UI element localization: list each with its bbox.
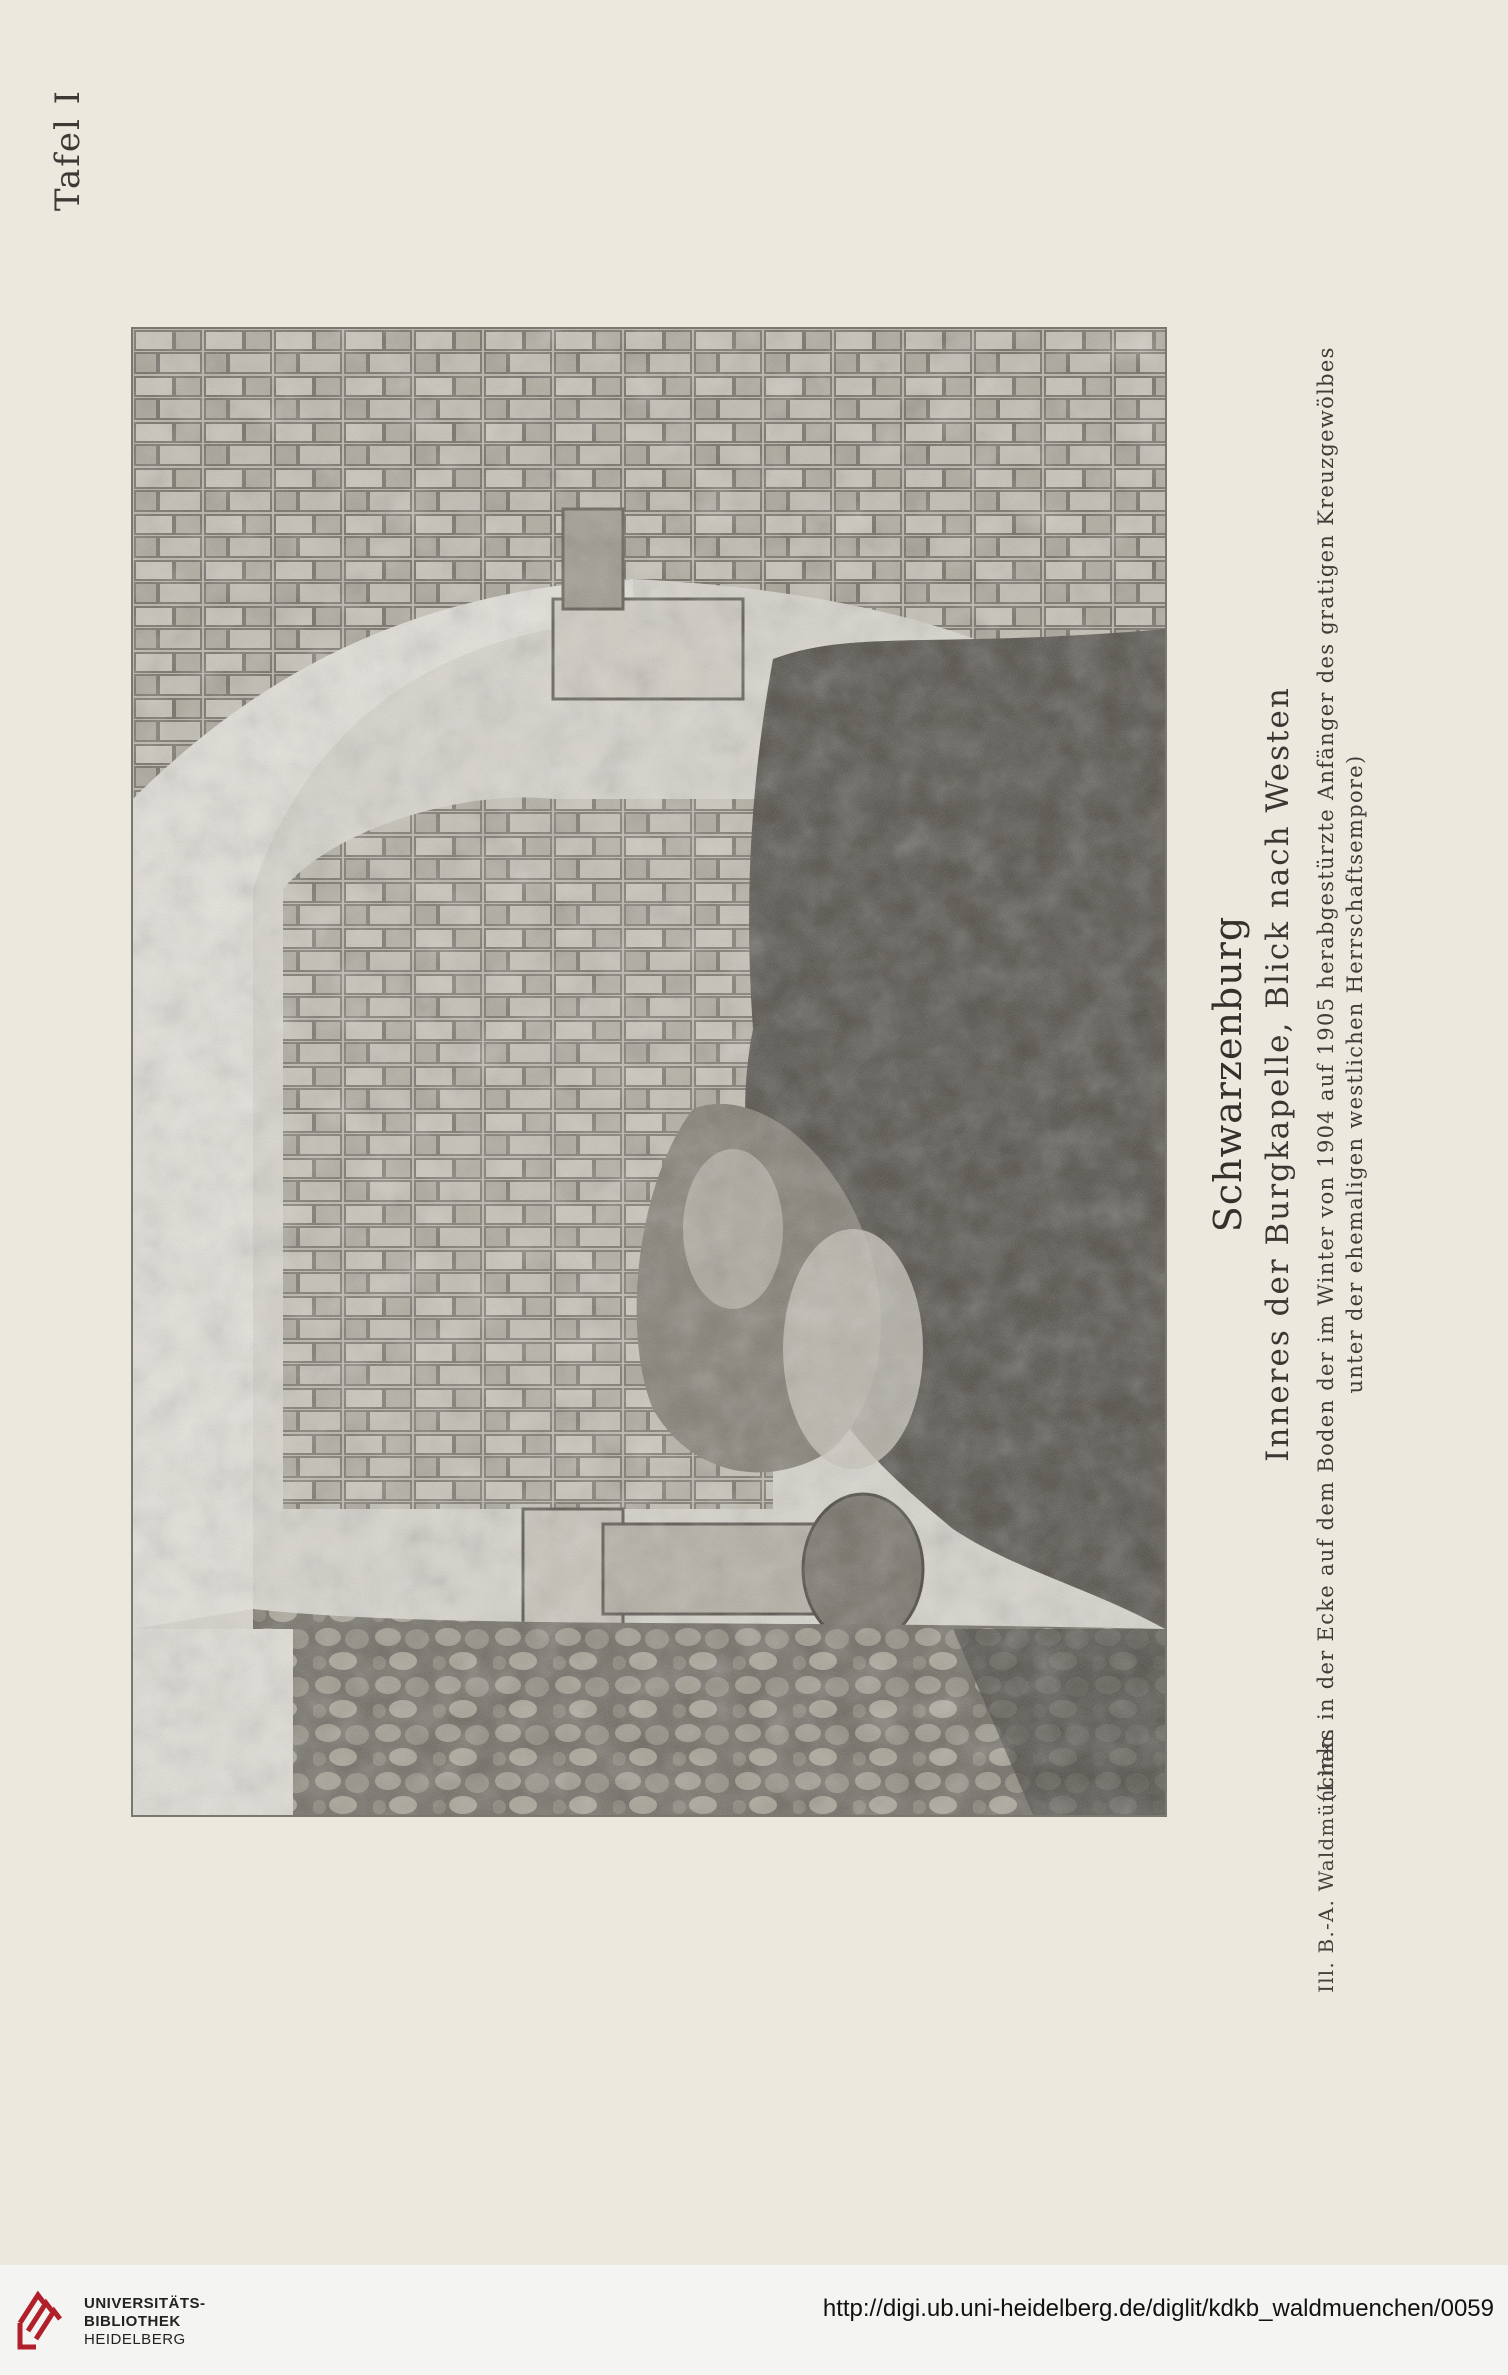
- photo-credit: Ill. B.-A. Waldmünchen.: [1314, 1727, 1338, 1993]
- library-name-line-1: UNIVERSITÄTS-: [84, 2295, 206, 2312]
- photo-illustration: [133, 329, 1165, 1815]
- permalink-url[interactable]: http://digi.ub.uni-heidelberg.de/diglit/kdkb_waldmuenchen/0059: [822, 2295, 1494, 2322]
- university-library-logo[interactable]: [14, 2283, 80, 2355]
- plate-label: Tafel I: [48, 88, 88, 212]
- library-name-line-3: HEIDELBERG: [84, 2331, 186, 2348]
- photograph-chapel-interior: [131, 327, 1167, 1817]
- library-logo-icon: [14, 2283, 80, 2355]
- footer-bar: [0, 2265, 1508, 2375]
- caption-note-line-2: unter der ehemaligen westlichen Herrschaftsempore): [1343, 754, 1367, 1394]
- caption-note-line-1: (Links in der Ecke auf dem Boden der im Winter von 1904 auf 1905 herabgestürzte Anfänger des gratigen Kreuzgewölbes: [1314, 346, 1338, 1802]
- caption-title: Schwarzenburg: [1206, 915, 1250, 1233]
- library-name-line-2: BIBLIOTHEK: [84, 2313, 181, 2330]
- caption-subtitle: Inneres der Burgkapelle, Blick nach Westen: [1260, 686, 1296, 1462]
